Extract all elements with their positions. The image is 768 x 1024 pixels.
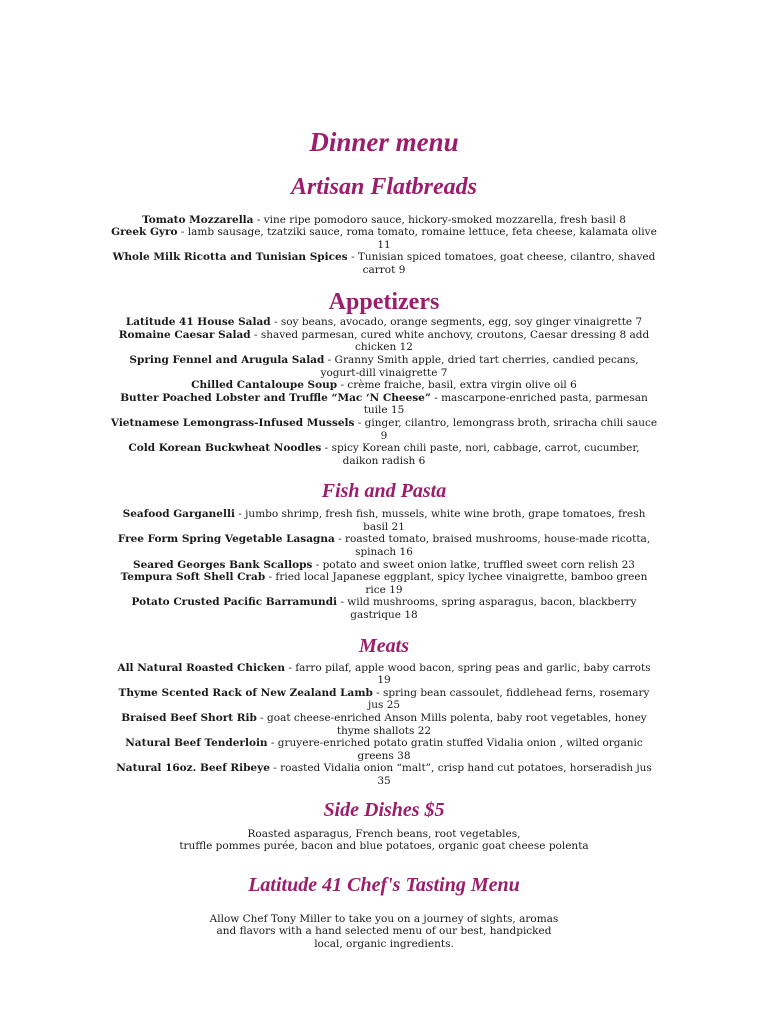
item-name: Tempura Soft Shell Crab (120, 571, 266, 584)
menu-item (110, 762, 658, 787)
menu-item (110, 596, 658, 621)
fish-pasta-list (110, 508, 658, 621)
menu-item (110, 559, 658, 572)
item-price: 11 (377, 238, 391, 251)
menu-item (110, 392, 658, 417)
item-name: Natural Beef Tenderloin (125, 737, 268, 750)
item-price: 9 (380, 429, 388, 442)
item-description: - Tunisian spiced tomatoes, goat cheese, cilantro, shaved carrot (347, 251, 656, 276)
item-name: Braised Beef Short Rib (121, 712, 257, 724)
item-name: Thyme Scented Rack of New Zealand Lamb (118, 686, 373, 699)
item-description: - lamb sausage, tzatziki sauce, roma tomato, romaine lettuce, feta cheese, kalamata olive (177, 226, 657, 239)
item-price: 23 (621, 558, 635, 571)
item-name: Latitude 41 House Salad (125, 316, 271, 329)
item-price: 8 (619, 213, 626, 226)
item-price: 12 (399, 341, 413, 354)
item-name: Greek Gyro (111, 226, 178, 239)
item-description: - jumbo shrimp, fresh fish, mussels, white wine broth, grape tomatoes, fresh basil (234, 508, 646, 533)
tasting-menu-description: Allow Chef Tony Miller to take you on a journey of sights, aromas and flavors with a hand selected menu of our best, handpicked local, organic ingredients. (209, 912, 559, 950)
item-description: - fried local Japanese eggplant, spicy lychee vinaigrette, bamboo green rice (265, 571, 648, 596)
item-price: 15 (390, 404, 405, 417)
menu-item (110, 354, 658, 379)
item-name: Potato Crusted Pacific Barramundi (131, 596, 338, 609)
item-price: 19 (389, 583, 403, 596)
side-dishes-line: Roasted asparagus, French beans, root vegetables, (247, 827, 521, 840)
menu-item (110, 251, 658, 276)
menu-item (110, 712, 658, 737)
menu-item (110, 329, 658, 354)
item-name: Spring Fennel and Arugula Salad (129, 353, 325, 366)
item-name: Butter Poached Lobster and Truffle “Mac ‘N Cheese” (120, 391, 431, 404)
item-description: - ginger, cilantro, lemongrass broth, sriracha chili sauce (354, 416, 658, 429)
menu-title: Dinner menu (309, 127, 459, 157)
item-price: 19 (377, 674, 391, 687)
flatbreads-list (110, 214, 658, 277)
section-title-meats: Meats (359, 634, 409, 657)
item-name: Free Form Spring Vegetable Lasagna (117, 533, 335, 546)
menu-item (110, 662, 658, 687)
item-description: - shaved parmesan, cured white anchovy, croutons, Caesar dressing 8 add chicken (250, 328, 650, 354)
menu-content (110, 124, 658, 951)
item-name: Natural 16oz. Beef Ribeye (116, 762, 270, 775)
item-name: Seared Georges Bank Scallops (133, 558, 313, 571)
item-price: 6 (418, 454, 426, 467)
item-name: Tomato Mozzarella (142, 213, 254, 226)
item-description: - goat cheese-enriched Anson Mills polenta, baby root vegetables, honey thyme shallots (256, 712, 647, 737)
item-price: 22 (417, 724, 432, 737)
menu-item (110, 571, 658, 596)
item-name: All Natural Roasted Chicken (117, 661, 286, 674)
menu-item (110, 737, 658, 762)
menu-item (110, 533, 658, 558)
section-title-appetizers: Appetizers (328, 288, 440, 315)
item-price: 35 (377, 774, 391, 787)
item-description: - spring bean cassoulet, fiddlehead ferns, rosemary jus (367, 686, 650, 712)
item-description: - gruyere-enriched potato gratin stuffed Vidalia onion , wilted organic greens (267, 737, 643, 762)
item-name: Vietnamese Lemongrass-Infused Mussels (110, 416, 355, 429)
item-price: 21 (391, 520, 405, 533)
item-price: 38 (397, 749, 411, 762)
item-description: - farro pilaf, apple wood bacon, spring peas and garlic, baby carrots (285, 661, 651, 674)
menu-item (110, 316, 658, 329)
item-description: - wild mushrooms, spring asparagus, bacon, blackberry gastrique (337, 596, 637, 622)
item-description: - soy beans, avocado, orange segments, egg, soy ginger vinaigrette (270, 316, 636, 329)
section-title-fish-pasta: Fish and Pasta (321, 480, 447, 503)
menu-item (110, 226, 658, 251)
menu-item (110, 442, 658, 467)
item-price: 18 (404, 609, 418, 622)
menu-item (110, 214, 658, 227)
item-description: - roasted tomato, braised mushrooms, house-made ricotta, spinach (334, 533, 651, 559)
item-description: - vine ripe pomodoro sauce, hickory-smoked mozzarella, fresh basil (253, 213, 620, 226)
item-description: - crème fraiche, basil, extra virgin olive oil (337, 379, 571, 392)
section-title-flatbreads: Artisan Flatbreads (290, 174, 478, 200)
item-price: 16 (399, 546, 413, 559)
item-name: Whole Milk Ricotta and Tunisian Spices (112, 251, 348, 264)
section-title-tasting-menu: Latitude 41 Chef's Tasting Menu (248, 873, 520, 896)
item-description: - mascarpone-enriched pasta, parmesan tuile (363, 391, 648, 417)
menu-item (110, 508, 658, 533)
side-dishes-line: truffle pommes purée, bacon and blue potatoes, organic goat cheese polenta (179, 840, 589, 853)
meats-list (110, 662, 658, 788)
item-price: 7 (635, 316, 643, 329)
item-name: Romaine Caesar Salad (118, 328, 251, 341)
item-name: Cold Korean Buckwheat Noodles (128, 442, 322, 455)
section-title-side-dishes: Side Dishes $5 (323, 798, 445, 821)
item-description: - spicy Korean chili paste, nori, cabbage, carrot, cucumber, daikon radish (321, 442, 640, 467)
item-description: - roasted Vidalia onion “malt”, crisp hand cut potatoes, horseradish jus (269, 762, 652, 775)
appetizers-list (110, 316, 658, 467)
item-name: Chilled Cantaloupe Soup (191, 379, 338, 392)
item-name: Seafood Garganelli (122, 508, 235, 521)
menu-item (110, 417, 658, 442)
item-price: 25 (386, 699, 401, 712)
item-description: - potato and sweet onion latke, truffled sweet corn relish (312, 558, 622, 571)
item-price: 7 (440, 366, 448, 379)
item-price: 6 (570, 379, 577, 392)
item-price: 9 (398, 263, 406, 276)
item-description: - Granny Smith apple, dried tart cherries, candied pecans, yogurt-dill vinaigrette (320, 353, 639, 379)
menu-item (110, 687, 658, 712)
menu-item (110, 379, 658, 392)
